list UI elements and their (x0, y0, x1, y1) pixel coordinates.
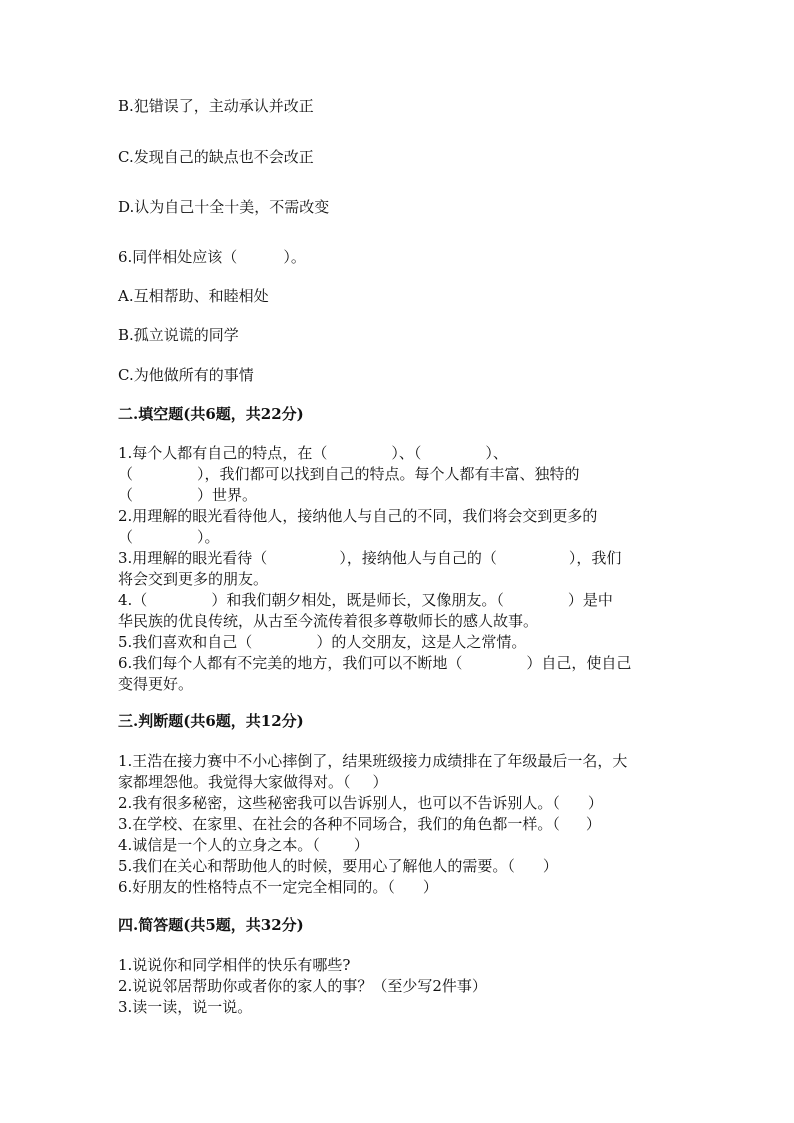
s2-q5-line1 (118, 632, 526, 652)
s3-q3-close: ） (585, 815, 601, 833)
s2-q6-text-b: ）自己，使自己 (526, 654, 632, 672)
s2-q4-text-b: ）和我们朝夕相处，既是师长，又像朋友。（ (211, 591, 504, 609)
s2-q5-text-b: ）的人交朋友，这是人之常情。 (316, 633, 527, 651)
s4-q1: 1.说说你和同学相伴的快乐有哪些? (118, 956, 351, 974)
s2-q3-text-b: ），接纳他人与自己的（ (339, 549, 497, 567)
s2-q1-text-b: ）、（ (391, 444, 422, 462)
s2-q2-text-b: ）。 (197, 528, 220, 546)
s2-q4-text-a: 4.（ (118, 591, 148, 609)
s3-q5-text: 5.我们在关心和帮助他人的时候，要用心了解他人的需要。（ (118, 857, 515, 875)
s3-q1-text-b: ） (372, 773, 388, 791)
s2-q2-line1: 2.用理解的眼光看待他人，接纳他人与自己的不同，我们将会交到更多的 (118, 507, 598, 525)
s3-q6-close: ） (422, 878, 438, 896)
s3-q2 (118, 793, 603, 813)
s3-q4-close: ） (353, 836, 369, 854)
s3-q1-line1: 1.王浩在接力赛中不小心摔倒了，结果班级接力成绩排在了年级最后一名，大 (118, 752, 628, 770)
s2-q1-text-d: （ (118, 465, 134, 483)
s3-q1-line2 (118, 772, 388, 792)
s3-q4 (118, 835, 369, 855)
q6-option-c: C.为他做所有的事情 (118, 366, 254, 384)
s2-q4-text-c: ）是中 (567, 591, 613, 609)
s2-q6-line2: 变得更好。 (118, 675, 194, 693)
s2-q3-text-c: ），我们 (568, 549, 622, 567)
s2-q2-text-a: （ (118, 528, 134, 546)
s2-q3-line1 (118, 548, 621, 568)
s3-q4-text: 4.诚信是一个人的立身之本。（ (118, 836, 320, 854)
s4-q2: 2.说说邻居帮助你或者你的家人的事？（至少写2件事） (118, 977, 487, 995)
s2-q6-line1 (118, 653, 631, 673)
s2-q3-text-a: 3.用理解的眼光看待（ (118, 549, 268, 567)
s2-q1-text-g: ）世界。 (197, 486, 258, 504)
s2-q2-line2 (118, 527, 220, 547)
s2-q1-text-f: （ (118, 486, 134, 504)
q6-option-b: B.孤立说谎的同学 (118, 326, 239, 344)
s3-q2-text: 2.我有很多秘密，这些秘密我可以告诉别人，也可以不告诉别人。（ (118, 794, 560, 812)
s2-q6-text-a: 6.我们每个人都有不完美的地方，我们可以不断地（ (118, 654, 463, 672)
s2-q1-line2 (118, 464, 580, 484)
s3-q5-close: ） (542, 857, 558, 875)
q6-stem-end: ）。 (283, 248, 306, 266)
s3-q5 (118, 856, 558, 876)
section4-heading: 四.简答题(共5题，共32分) (118, 916, 304, 934)
section3-heading: 三.判断题(共6题，共12分) (118, 712, 304, 730)
s3-q3 (118, 814, 601, 834)
s3-q1-text-a: 家都埋怨他。我觉得大家做得对。（ (118, 773, 351, 791)
s2-q5-text-a: 5.我们喜欢和自己（ (118, 633, 253, 651)
s3-q6-text: 6.好朋友的性格特点不一定完全相同的。（ (118, 878, 395, 896)
s2-q1-line3 (118, 485, 257, 505)
s2-q1-text-c: ）、 (485, 444, 508, 462)
q5-option-b: B.犯错误了，主动承认并改正 (118, 97, 314, 115)
s2-q4-line2: 华民族的优良传统，从古至今流传着很多尊敬师长的感人故事。 (118, 612, 539, 630)
s4-q3: 3.读一读，说一说。 (118, 998, 253, 1016)
s3-q6 (118, 877, 438, 897)
q5-option-c: C.发现自己的缺点也不会改正 (118, 148, 314, 166)
q6-option-a: A.互相帮助、和睦相处 (118, 287, 269, 305)
s3-q3-text: 3.在学校、在家里、在社会的各种不同场合，我们的角色都一样。（ (118, 815, 560, 833)
section2-heading: 二.填空题(共6题，共22分) (118, 405, 304, 423)
s2-q1-text-e: ），我们都可以找到自己的特点。每个人都有丰富、独特的 (197, 465, 580, 483)
q5-option-d: D.认为自己十全十美，不需改变 (118, 198, 330, 216)
s3-q2-close: ） (587, 794, 603, 812)
s2-q1-text-a: 1.每个人都有自己的特点，在（ (118, 444, 328, 462)
s2-q4-line1 (118, 590, 613, 610)
q6-stem-start: 6.同伴相处应该（ (118, 248, 238, 266)
q6-stem (118, 247, 306, 267)
s2-q1-line1 (118, 443, 508, 463)
s2-q3-line2: 将会交到更多的朋友。 (118, 570, 269, 588)
